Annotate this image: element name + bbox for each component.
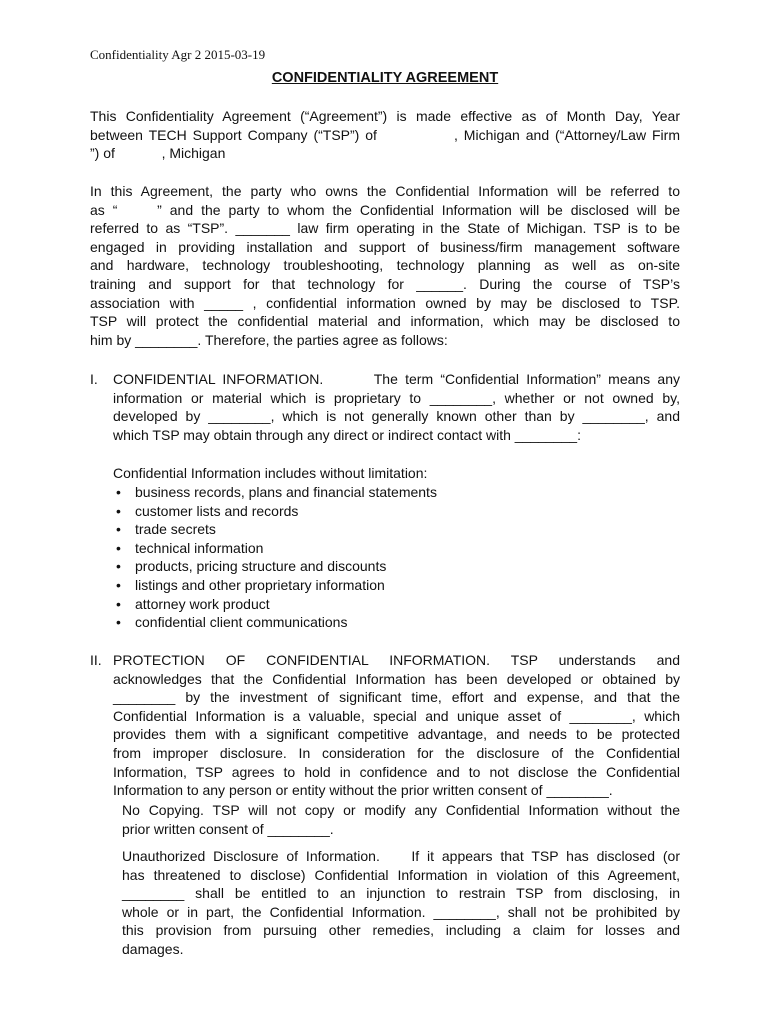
clause-line: ________ shall be entitled to an injunction to restrain TSP from disclosing, in <box>122 885 680 902</box>
list-item: • customer lists and records <box>113 502 437 521</box>
intro-line: between TECH Support Company (“TSP”) of , Michigan and (“Attorney/Law Firm <box>90 126 680 143</box>
section-line: PROTECTION OF CONFIDENTIAL INFORMATION. TSP understands and <box>113 652 680 668</box>
parties-line: engaged in providing installation and support of business/firm management software <box>90 238 680 255</box>
document-title: CONFIDENTIALITY AGREEMENT <box>271 70 499 86</box>
clause-line: No Copying. TSP will not copy or modify any Confidential Information without the <box>122 802 680 818</box>
clause-line: Unauthorized Disclosure of Information. If it appears that TSP has disclosed (or <box>122 848 680 864</box>
section-line: ________ by the investment of significant time, effort and expense, and that the <box>113 689 680 706</box>
parties-paragraph <box>90 182 680 349</box>
list-item: • business records, plans and financial statements <box>113 483 437 502</box>
intro-line: ”) of , Michigan <box>90 145 226 162</box>
section-line: acknowledges that the Confidential Information has been developed or obtained by <box>113 670 680 687</box>
clause-line: has threatened to disclose) Confidential Information in violation of this Agreement, <box>122 866 680 883</box>
no-copying-clause <box>122 801 680 838</box>
section-line: Information, TSP agrees to hold in confidence and to not disclose the Confidential <box>113 763 680 780</box>
parties-line: referred to as “TSP”. _______ law firm operating in the State of Michigan. TSP is to be <box>90 220 680 237</box>
section-confidential-information <box>90 370 680 450</box>
section-line: developed by ________, which is not generally known other than by ________, and <box>113 408 680 425</box>
parties-line: training and support for that technology for ______. During the course of TSP’s <box>90 275 680 292</box>
section-protection <box>90 651 680 801</box>
document-header: Confidentiality Agr 2 2015-03-19 <box>90 47 266 62</box>
intro-paragraph <box>90 107 680 163</box>
section-line: which TSP may obtain through any direct or indirect contact with ________: <box>113 426 581 443</box>
section-line: provides them with a significant competitive advantage, and needs to be protected <box>113 726 680 743</box>
parties-line: TSP will protect the confidential material and information, which may be disclosed to <box>90 313 680 330</box>
clause-line: prior written consent of ________. <box>122 820 334 837</box>
section-line: CONFIDENTIAL INFORMATION. The term “Confidential Information” means any <box>113 371 680 387</box>
section-line: information or material which is proprietary to ________, whether or not owned by, <box>113 389 680 406</box>
parties-line: as “ ” and the party to whom the Confidential Information will be disclosed will be <box>90 201 680 218</box>
includes-label: Confidential Information includes without limitation: <box>113 465 428 481</box>
section-body <box>113 370 680 444</box>
clause-line: whole or in part, the Confidential Information. ________, shall not be prohibited by <box>122 903 680 920</box>
section-line: Information to any person or entity without the prior written consent of ________. <box>113 782 613 799</box>
list-item: • products, pricing structure and discounts <box>113 557 437 576</box>
intro-line: This Confidentiality Agreement (“Agreement”) is made effective as of Month Day, Year <box>90 108 680 124</box>
unauthorized-disclosure-clause <box>122 847 680 959</box>
section-number: I. <box>90 371 98 387</box>
section-body <box>113 651 680 800</box>
list-item: • listings and other proprietary information <box>113 576 437 595</box>
parties-line: association with _____ , confidential information owned by may be disclosed to TSP. <box>90 294 680 311</box>
parties-line: In this Agreement, the party who owns the Confidential Information will be referred to <box>90 183 680 199</box>
list-item: • confidential client communications <box>113 613 437 632</box>
parties-line: him by ________. Therefore, the parties agree as follows: <box>90 331 448 348</box>
section-line: from improper disclosure. In consideration for the disclosure of the Confidential <box>113 744 680 761</box>
clause-line: damages. <box>122 940 184 957</box>
confidential-items-list <box>113 483 437 632</box>
list-item: • technical information <box>113 539 437 558</box>
section-line: Confidential Information is a valuable, special and unique asset of ________, which <box>113 707 680 724</box>
list-item: • attorney work product <box>113 595 437 614</box>
list-item: • trade secrets <box>113 520 437 539</box>
clause-line: this provision from pursuing other remedies, including a claim for losses and <box>122 922 680 939</box>
section-number: II. <box>90 652 102 668</box>
parties-line: and hardware, technology troubleshooting, technology planning as well as on-site <box>90 257 680 274</box>
